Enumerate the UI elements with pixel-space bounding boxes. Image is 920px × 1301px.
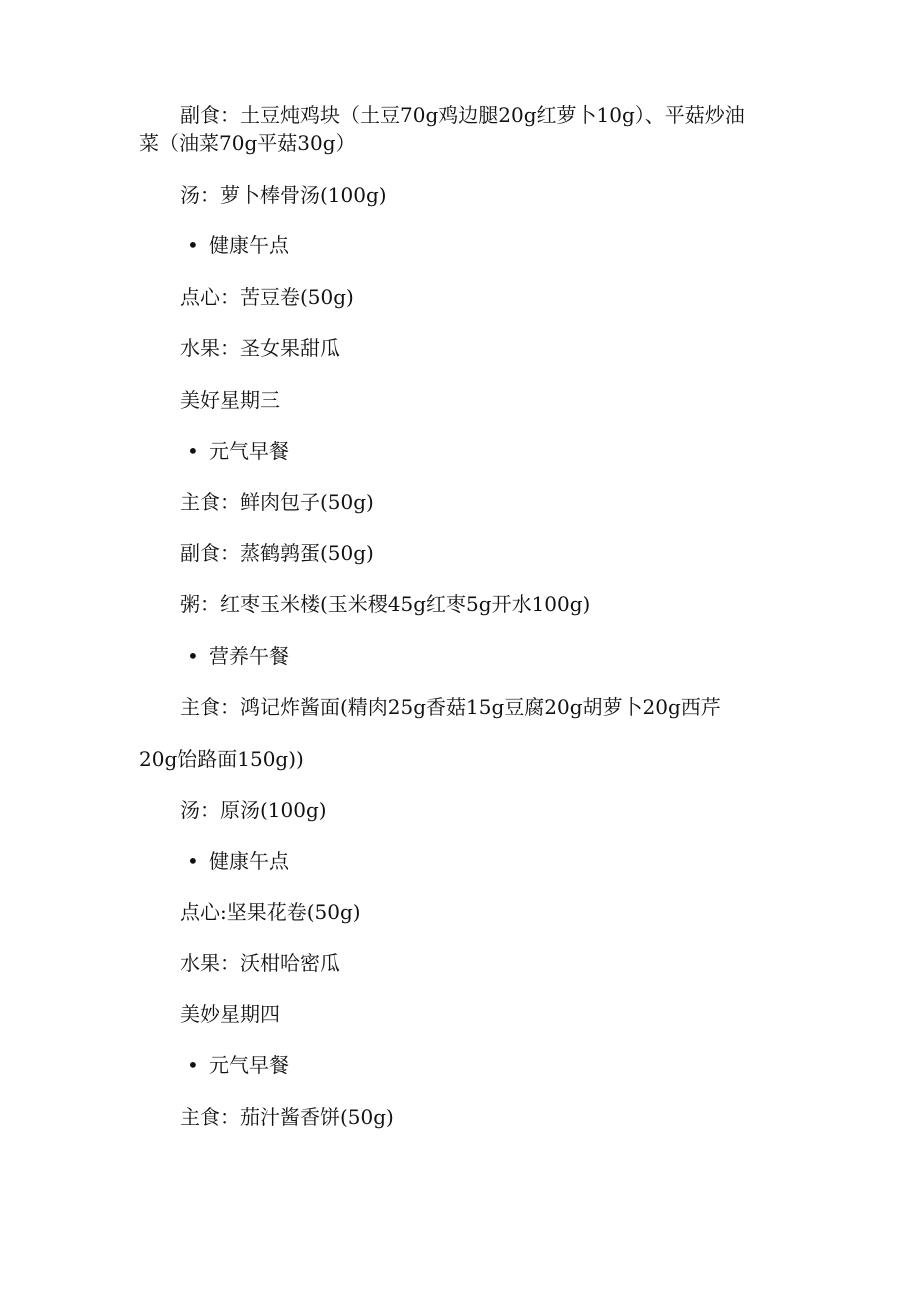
paragraph-side-dish-line1: 副食：土豆炖鸡块（土豆70g鸡边腿20g红萝卜10g）、平菇炒油: [180, 103, 745, 127]
bullet-breakfast: [187, 1052, 289, 1078]
paragraph-soup: 汤：原汤(100g): [180, 798, 327, 822]
bullet-icon: •: [187, 439, 199, 463]
bullet-label: 元气早餐: [209, 439, 289, 463]
paragraph-side-dish-line2: 菜（油菜70g平菇30g）: [139, 131, 356, 155]
paragraph-noodles-line1: 主食：鸿记炸酱面(精肉25g香菇15g豆腐20g胡萝卜20g西芹: [180, 695, 721, 719]
paragraph-fruit: 水果：沃柑哈密瓜: [180, 951, 340, 975]
day-heading-wednesday: 美好星期三: [180, 388, 280, 412]
paragraph-side-dish: 副食：蒸鹤鹑蛋(50g): [180, 541, 374, 565]
bullet-label: 健康午点: [209, 849, 289, 873]
bullet-healthy-snack: [187, 232, 289, 258]
bullet-label: 健康午点: [209, 233, 289, 257]
bullet-icon: •: [187, 1053, 199, 1077]
paragraph-soup: 汤：萝卜棒骨汤(100g): [180, 183, 387, 207]
bullet-icon: •: [187, 233, 199, 257]
bullet-icon: •: [187, 644, 199, 668]
paragraph-fruit: 水果：圣女果甜瓜: [180, 336, 340, 360]
bullet-lunch: [187, 643, 289, 669]
bullet-icon: •: [187, 849, 199, 873]
bullet-healthy-snack: [187, 848, 289, 874]
paragraph-noodles-line2: 20g饴路面150g)): [139, 747, 304, 771]
bullet-label: 元气早餐: [209, 1053, 289, 1077]
paragraph-porridge: 粥：红枣玉米楼(玉米稷45g红枣5g开水100g): [180, 592, 591, 616]
bullet-label: 营养午餐: [209, 644, 289, 668]
day-heading-thursday: 美妙星期四: [180, 1002, 280, 1026]
paragraph-staple: 主食：鲜肉包子(50g): [180, 490, 374, 514]
bullet-breakfast: [187, 438, 289, 464]
paragraph-snack: 点心:坚果花卷(50g): [180, 900, 361, 924]
paragraph-staple: 主食：茄汁酱香饼(50g): [180, 1105, 394, 1129]
paragraph-snack: 点心：苦豆卷(50g): [180, 285, 354, 309]
